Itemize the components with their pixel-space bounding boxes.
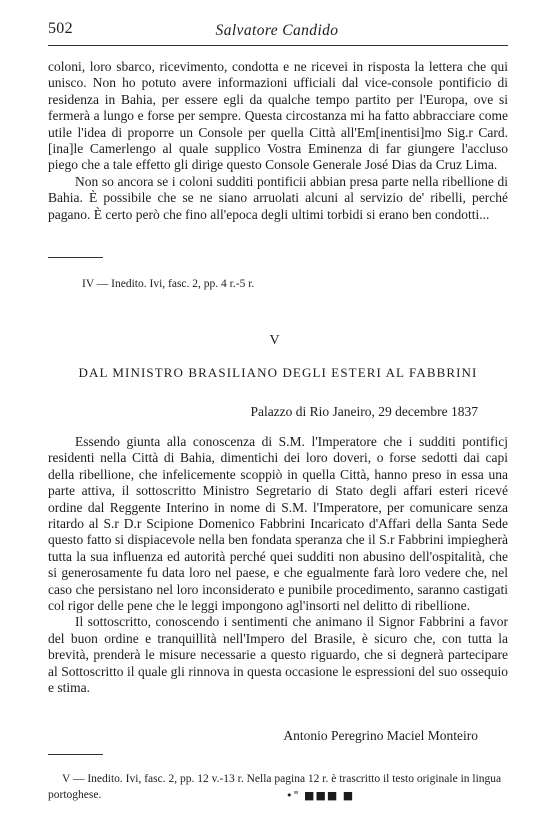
previous-letter-continuation bbox=[48, 59, 508, 223]
footnote-iv: IV — Inedito. Ivi, fasc. 2, pp. 4 r.-5 r. bbox=[82, 278, 255, 290]
continuation-paragraph: coloni, loro sbarco, ricevimento, condotta e ne ricevei in risposta la lettera che qui unisco. Non ho potuto avere informazioni ufficiali dal vice-console pontificio di residenza in Bahia, per essere egli da qualche tempo partito per l'Europa, ove si fermerà a lungo e forse per sempre. Questa circostanza mi ha fatto abbracciare come utile l'idea di proporre un Console per quella Città all'Em[inentisi]mo Sig.r Card.[ina]le Camerlengo al quale supplico Vostra Eminenza di far giungere l'accluso piego che a tale effetto gli dirige questo Console Generale José Dias da Cruz Lima. bbox=[48, 59, 508, 173]
section-number: V bbox=[269, 333, 281, 348]
page-number: 502 bbox=[48, 20, 73, 37]
running-head: Salvatore Candido bbox=[215, 22, 339, 39]
footnote-v: V — Inedito. Ivi, fasc. 2, pp. 12 v.-13 r. Nella pagina 12 r. è trascritto il testo originale in lingua portoghese. bbox=[48, 773, 502, 801]
place-date: Palazzo di Rio Janeiro, 29 decembre 1837 bbox=[250, 404, 478, 419]
footnote-rule bbox=[48, 754, 103, 755]
section-title: DAL MINISTRO BRASILIANO DEGLI ESTERI AL FABBRINI bbox=[78, 365, 478, 380]
page-header bbox=[48, 20, 506, 42]
footnote-rule bbox=[48, 257, 103, 258]
header-rule bbox=[48, 45, 508, 46]
signature: Antonio Peregrino Maciel Monteiro bbox=[283, 728, 478, 743]
letter-paragraph: Essendo giunta alla conoscenza di S.M. l'Imperatore che i sudditi pontificj residenti nella Città di Bahia, dimentichi dei loro doveri, o forse sedotti dai capi della ribellione, che infelicemente scoppiò in quella Città, hanno preso in essa una parte attiva, il sottoscritto Ministro Segretario di Stato degli affari esteri ricevé ordine dal Reggente Interino in nome di S.M. l'Imperatore, per comunicare senza ritardo al S.r D.r Scipione Domenico Fabbrini Incaricato d'Affari della Santa Sede questo fatto si dispiacevole nella ben fondata speranza che il S.r Fabbrini impiegherà tutta la sua influenza ed autorità perché quei sudditi non abusino dell'ospitalità, che si generosamente fu data loro nel paese, e che egualmente farà loro vedere che, nel caso che persistano nel loro inconsiderato e punibile procedimento, saranno castigati col rigor delle pene che le leggi impongono agl'insorti nel delitto di ribellione. bbox=[48, 434, 508, 614]
printer-marks: •" ■■■ ■ bbox=[286, 789, 355, 802]
letter-paragraph: Il sottoscritto, conoscendo i sentimenti che animano il Signor Fabbrini a favor del buon ordine e tranquillità nell'Impero del Brasile, è sicuro che, con tutta la brevità, prenderà le misure necessarie a questo riguardo, che si degnerà partecipare al Sottoscritto il quale gli rinnova in questa occasione le espressioni del suo ossequio e stima. bbox=[48, 614, 508, 696]
continuation-paragraph: Non so ancora se i coloni sudditi pontificii abbian presa parte nella ribellione di Bahia. È possibile che se ne siano arruolati alcuni al servizio de' ribelli, perché pagano. È certo però che fino all'epoca degli ultimi torbidi si erano ben condotti... bbox=[48, 173, 508, 222]
letter-body bbox=[48, 434, 508, 697]
